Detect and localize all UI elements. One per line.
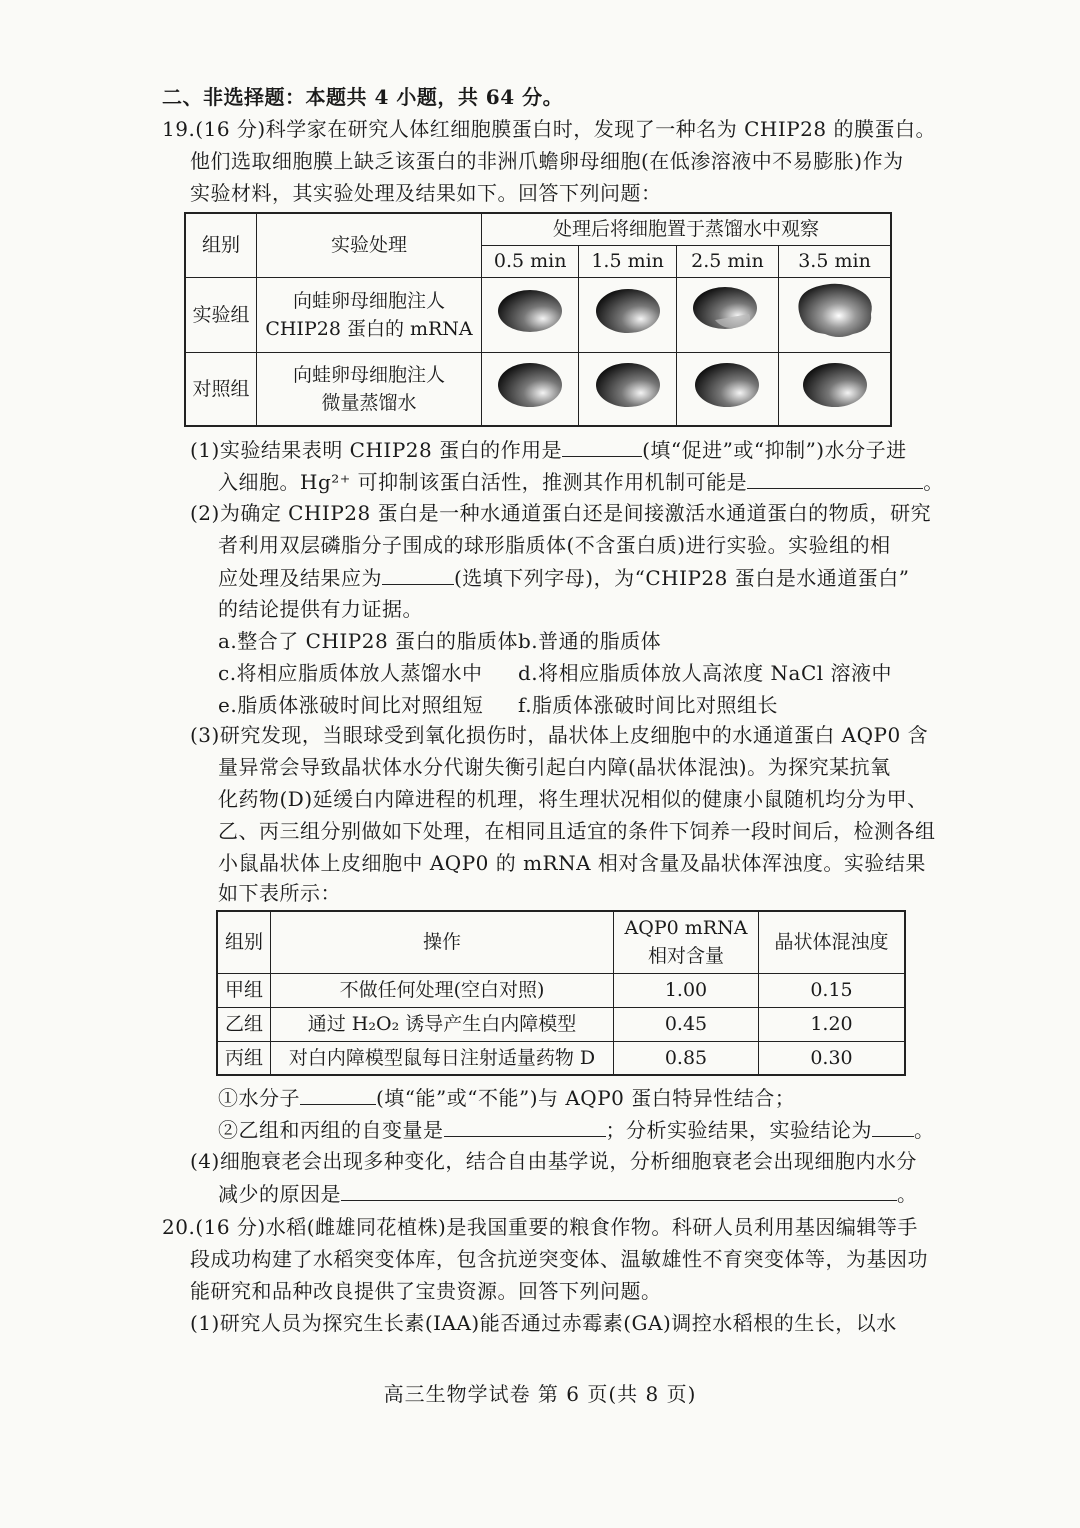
row-group: 丙组 (217, 1041, 271, 1075)
q20-line-2: 段成功构建了水稻突变体库，包含抗逆突变体、温敏雄性不育突变体等，为基因功 (190, 1247, 928, 1271)
oocyte-image (676, 277, 778, 352)
option-d: d.将相应脂质体放人高浓度 NaCl 溶液中 (518, 661, 892, 685)
th-time: 2.5 min (676, 245, 778, 277)
row-mrna: 0.45 (614, 1007, 759, 1041)
th-turbidity: 晶状体混浊度 (759, 911, 906, 973)
oocyte-image (482, 352, 579, 426)
q19-p3-line-5: 小鼠晶状体上皮细胞中 AQP0 的 mRNA 相对含量及晶状体浑浊度。实验结果 (218, 851, 926, 875)
oocyte-image (779, 277, 891, 352)
option-f: f.脂质体涨破时间比对照组长 (518, 693, 779, 717)
q19-p3-line-1: (3)研究发现，当眼球受到氧化损伤时，晶状体上皮细胞中的水通道蛋白 AQP0 含 (190, 723, 929, 747)
row-mrna: 1.00 (614, 973, 759, 1007)
th-group: 组别 (185, 213, 257, 277)
oocyte-image (482, 277, 579, 352)
q20-line-3: 能研究和品种改良提供了宝贵资源。回答下列问题。 (190, 1279, 662, 1303)
q19-p3-line-2: 量异常会导致晶状体水分代谢失衡引起白内障(晶状体混浊)。为探究某抗氧 (218, 755, 891, 779)
q20-line-1: 20.(16 分)水稻(雌雄同花植株)是我国重要的粮食作物。科研人员利用基因编辑等手 (162, 1215, 918, 1239)
q19-stem-line-3: 实验材料，其实验处理及结果如下。回答下列问题： (190, 181, 662, 205)
option-b: b.普通的脂质体 (518, 629, 662, 653)
row-operation: 通过 H₂O₂ 诱导产生白内障模型 (271, 1007, 614, 1041)
q20-line-4: (1)研究人员为探究生长素(IAA)能否通过赤霉素(GA)调控水稻根的生长，以水 (190, 1311, 897, 1335)
th-group: 组别 (217, 911, 271, 973)
oocyte-image (579, 352, 676, 426)
th-observe: 处理后将细胞置于蒸馏水中观察 (482, 213, 892, 245)
th-time: 3.5 min (779, 245, 891, 277)
table-row (217, 973, 905, 1007)
oocyte-image (779, 352, 891, 426)
table-row (217, 1041, 905, 1075)
option-a: a.整合了 CHIP28 蛋白的脂质体 (218, 629, 519, 653)
q19-p2-line-2: 者利用双层磷脂分子围成的球形脂质体(不含蛋白质)进行实验。实验组的相 (218, 533, 891, 557)
page-footer: 高三生物学试卷 第 6 页(共 8 页) (383, 1382, 697, 1406)
q19-p4-line-2: 减少的原因是 。 (218, 1178, 918, 1209)
q19-p3-line-6: 如下表所示： (218, 881, 341, 905)
row-group: 乙组 (217, 1007, 271, 1041)
th-operation: 操作 (271, 911, 614, 973)
treatment-line: 向蛙卵母细胞注人 (292, 289, 445, 312)
th-time: 0.5 min (482, 245, 579, 277)
q19-p2-line-3: 应处理及结果应为 (选填下列字母)，为“CHIP28 蛋白是水通道蛋白” (218, 562, 909, 593)
row-operation: 对白内障模型鼠每日注射适量药物 D (271, 1041, 614, 1075)
row-operation: 不做任何处理(空白对照) (271, 973, 614, 1007)
answer-blank[interactable] (382, 562, 454, 585)
answer-blank[interactable] (747, 466, 923, 489)
row-mrna: 0.85 (614, 1041, 759, 1075)
th-time: 1.5 min (579, 245, 676, 277)
treatment-line: 向蛙卵母细胞注人 (292, 363, 445, 386)
answer-blank[interactable] (341, 1178, 897, 1201)
th-treatment: 实验处理 (257, 213, 482, 277)
answer-blank[interactable] (562, 434, 642, 457)
section-header: 二、非选择题：本题共 4 小题，共 64 分。 (162, 85, 564, 109)
cell-swelling-table (184, 212, 892, 427)
q19-p4-line-1: (4)细胞衰老会出现多种变化，结合自由基学说，分析细胞衰老会出现细胞内水分 (190, 1149, 917, 1173)
aqp0-table (216, 910, 906, 1076)
treatment-line: CHIP28 蛋白的 mRNA (265, 317, 473, 340)
row-turbidity: 0.15 (759, 973, 906, 1007)
row-group: 甲组 (217, 973, 271, 1007)
answer-blank[interactable] (872, 1114, 914, 1137)
q19-sub1: ①水分子 (填“能”或“不能”)与 AQP0 蛋白特异性结合； (218, 1082, 795, 1113)
option-c: c.将相应脂质体放人蒸馏水中 (218, 661, 483, 685)
answer-blank[interactable] (300, 1082, 376, 1105)
row-group: 对照组 (185, 352, 257, 426)
q19-stem-line-1: 19.(16 分)科学家在研究人体红细胞膜蛋白时，发现了一种名为 CHIP28 的膜蛋白。 (162, 117, 936, 141)
option-e: e.脂质体涨破时间比对照组短 (218, 693, 484, 717)
q19-p1-line-2: 入细胞。Hg²⁺ 可抑制该蛋白活性，推测其作用机制可能是 。 (218, 466, 944, 497)
q19-sub2: ②乙组和丙组的自变量是 ；分析实验结果，实验结论为 。 (218, 1114, 935, 1145)
th-mrna: AQP0 mRNA 相对含量 (614, 911, 759, 973)
q19-stem-line-2: 他们选取细胞膜上缺乏该蛋白的非洲爪蟾卵母细胞(在低渗溶液中不易膨胀)作为 (190, 149, 904, 173)
table-row (185, 352, 891, 426)
row-treatment (257, 352, 482, 426)
table-row (217, 1007, 905, 1041)
row-turbidity: 0.30 (759, 1041, 906, 1075)
oocyte-image (579, 277, 676, 352)
q19-p3-line-4: 乙、丙三组分别做如下处理，在相同且适宜的条件下饲养一段时间后，检测各组 (218, 819, 936, 843)
q19-p3-line-3: 化药物(D)延缓白内障进程的机理，将生理状况相似的健康小鼠随机均分为甲、 (218, 787, 928, 811)
q19-p2-line-1: (2)为确定 CHIP28 蛋白是一种水通道蛋白还是间接激活水通道蛋白的物质，研究 (190, 501, 932, 525)
treatment-line: 微量蒸馏水 (321, 391, 417, 414)
answer-blank[interactable] (444, 1114, 606, 1137)
row-treatment (257, 277, 482, 352)
row-group: 实验组 (185, 277, 257, 352)
q19-p2-line-4: 的结论提供有力证据。 (218, 597, 423, 621)
table-row (185, 277, 891, 352)
oocyte-image (676, 352, 778, 426)
row-turbidity: 1.20 (759, 1007, 906, 1041)
q19-p1-line-1: (1)实验结果表明 CHIP28 蛋白的作用是 (填“促进”或“抑制”)水分子进 (190, 434, 907, 465)
